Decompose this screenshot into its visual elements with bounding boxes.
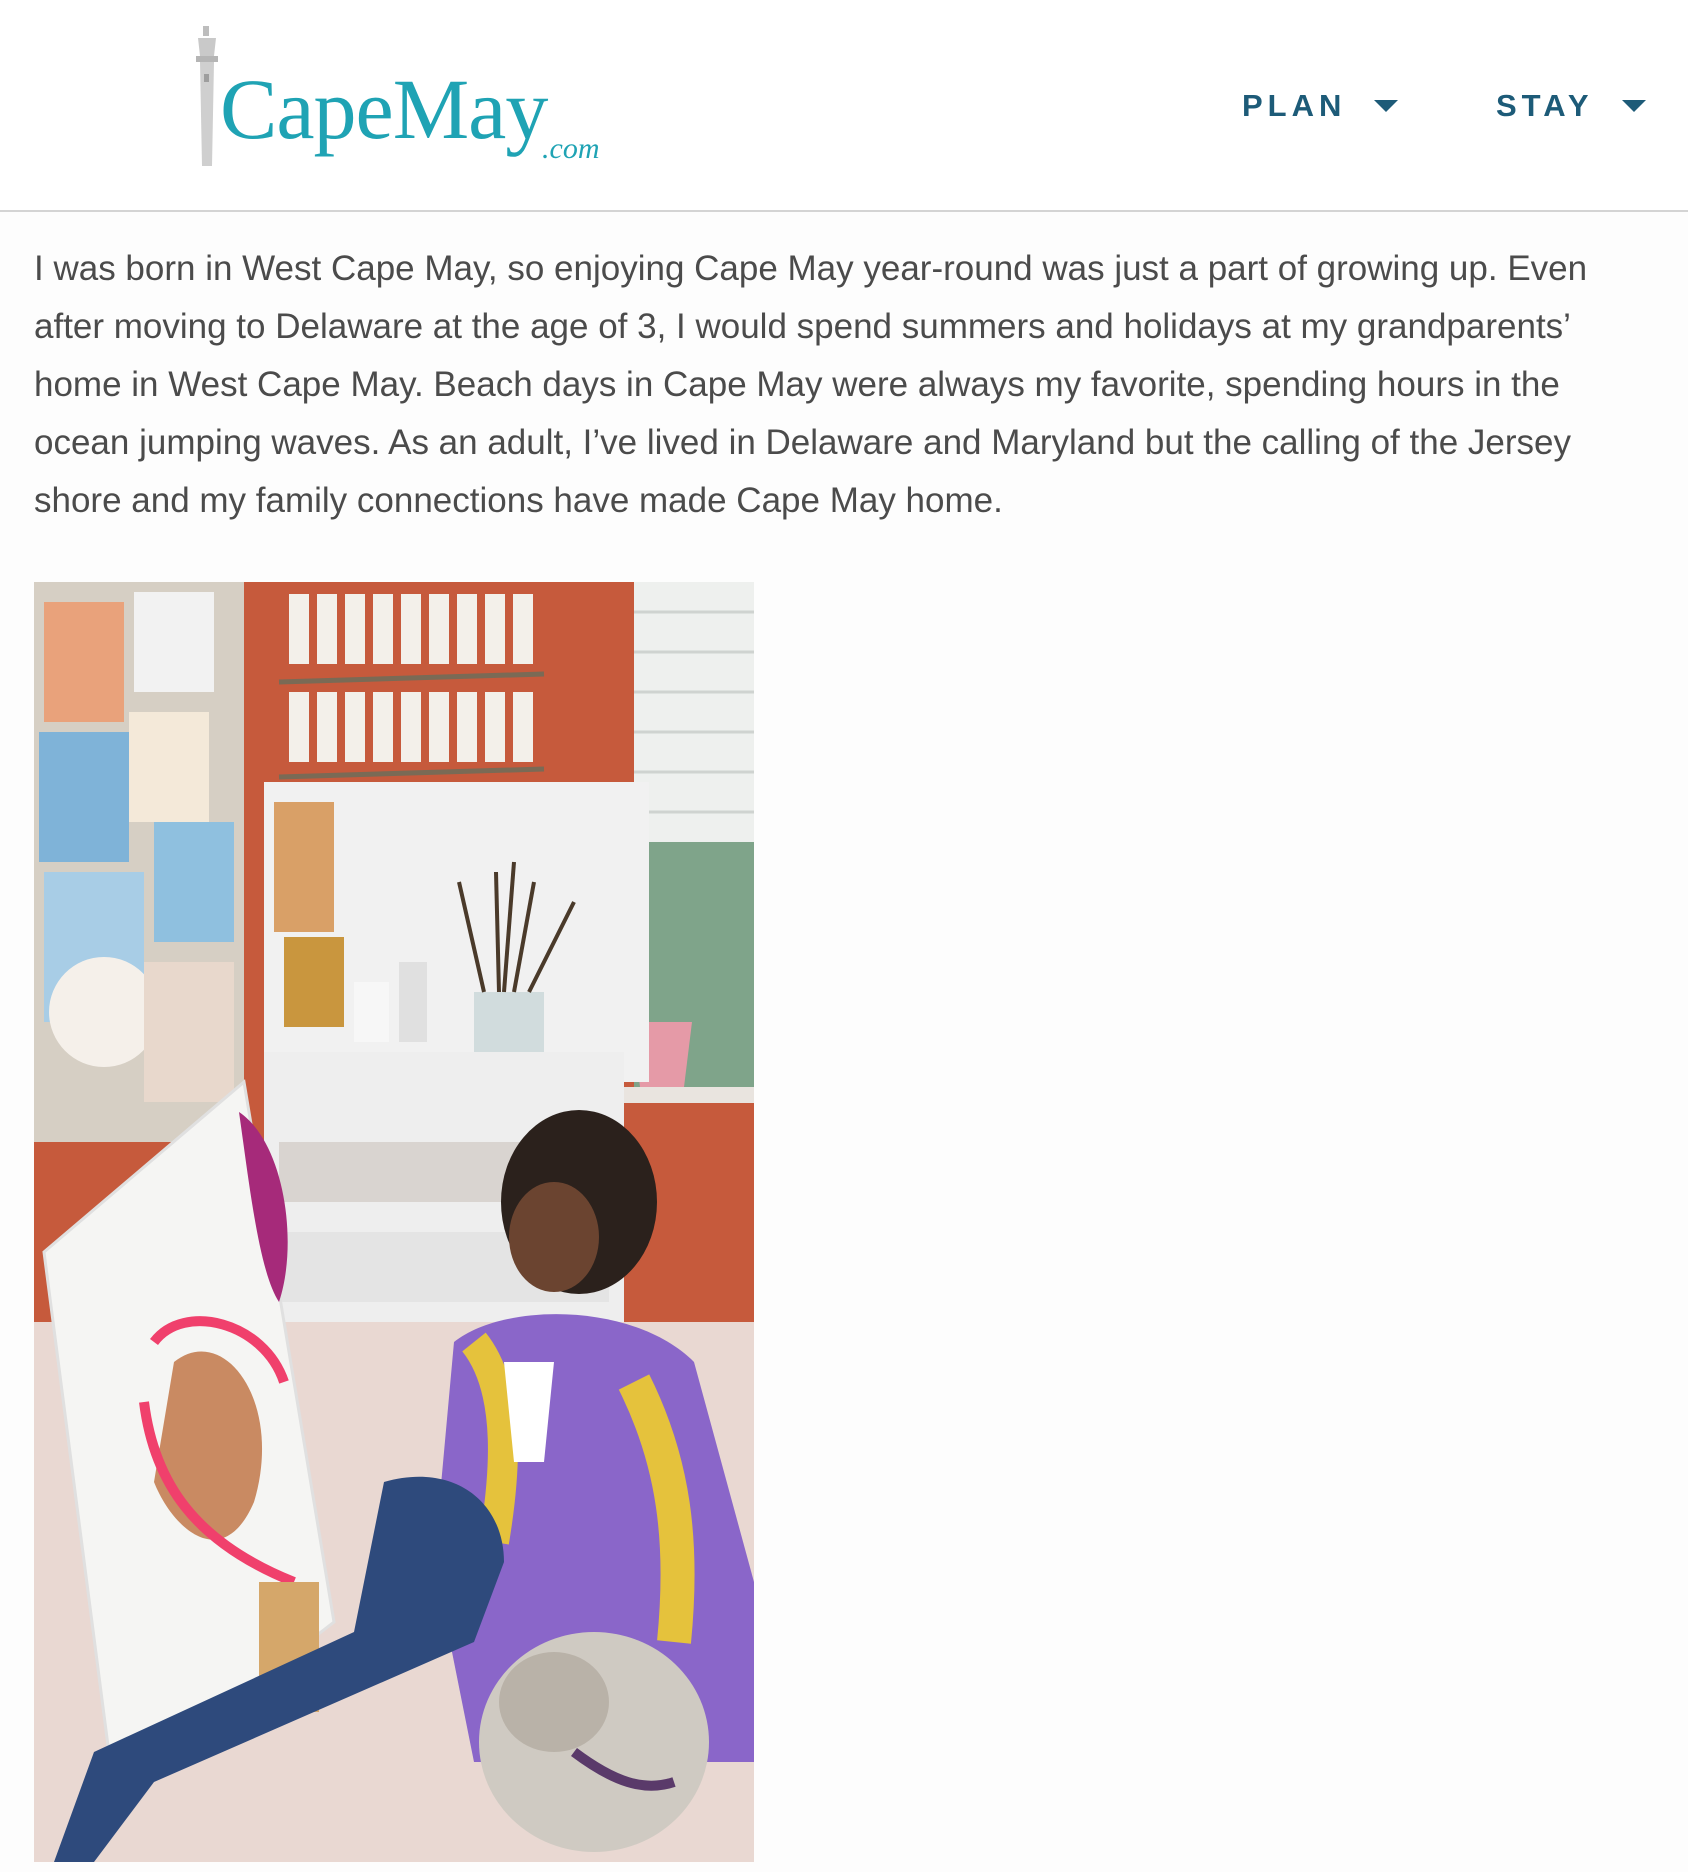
artist-studio-photo bbox=[34, 582, 754, 1862]
article-paragraph: I was born in West Cape May, so enjoying Cape May year-round was just a part of growing up. Even after moving to Delaware at the age of 3, I would spend summers and holidays at my grandparents’ home in West Cape May. Beach days in Cape May were always my favorite, spending hours in the ocean jumping waves. As an adult, I’ve lived in Delaware and Maryland but the calling of the Jersey shore and my family connections have made Cape May home. bbox=[34, 249, 1588, 520]
nav-plan[interactable] bbox=[1242, 88, 1398, 124]
photo-illustration bbox=[34, 582, 754, 1862]
site-header bbox=[0, 0, 1688, 212]
nav-stay[interactable] bbox=[1496, 88, 1646, 124]
logo-wordmark: CapeMay bbox=[220, 61, 548, 157]
nav-plan-label: PLAN bbox=[1242, 88, 1347, 123]
logo-suffix: .com bbox=[542, 132, 600, 165]
caret-down-icon bbox=[1622, 100, 1646, 112]
capemay-logo[interactable] bbox=[190, 26, 610, 176]
nav-stay-label: STAY bbox=[1496, 88, 1594, 123]
lighthouse-icon bbox=[190, 26, 224, 166]
article-body bbox=[34, 240, 1664, 530]
caret-down-icon bbox=[1374, 100, 1398, 112]
